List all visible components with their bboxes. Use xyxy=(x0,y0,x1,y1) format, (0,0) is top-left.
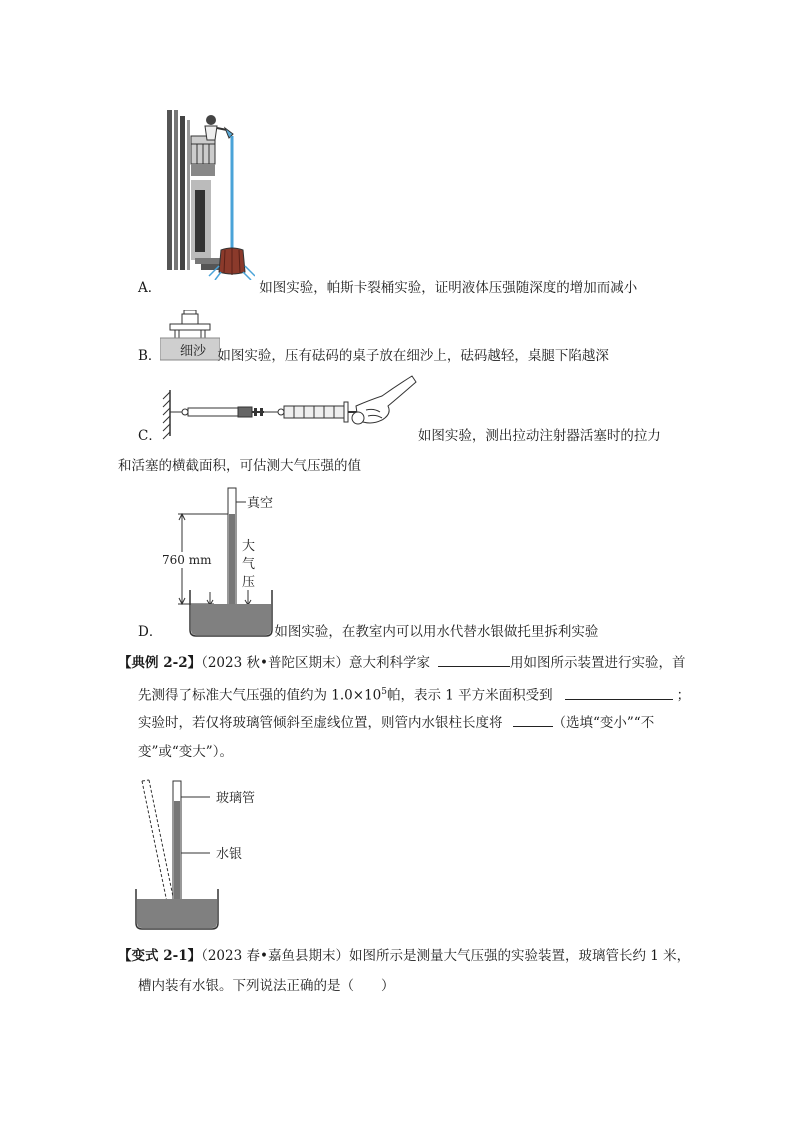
option-c-text: 如图实验，测出拉动注射器活塞时的拉力 xyxy=(417,428,661,444)
example-line2-c: ； xyxy=(676,687,691,704)
variant-source: （2023 春•嘉鱼县期末） xyxy=(201,948,349,964)
variant-tag: 【变式 2-1】 xyxy=(118,948,202,964)
example-line3-b: （选填“变小”“不 xyxy=(552,715,655,731)
example-line-3 xyxy=(138,712,654,733)
example-line-4: 变”或“变大”）。 xyxy=(138,744,233,760)
option-a-letter: A． xyxy=(138,280,162,296)
option-b-letter: B． xyxy=(138,348,162,364)
option-d xyxy=(138,622,598,642)
vacuum-label: 真空 xyxy=(247,496,274,511)
example-tag: 【典例 2-2】 xyxy=(118,655,202,671)
variant-line1: 如图所示是测量大气压强的实验装置，玻璃管长约 1 米， xyxy=(348,948,691,964)
example-line2-a: 先测得了标准大气压强的值约为 1.0×10 xyxy=(138,687,382,704)
option-c xyxy=(138,426,661,446)
option-c-continued: 和活塞的横截面积，可估测大气压强的值 xyxy=(118,458,361,474)
atm-label-2: 气 xyxy=(242,557,256,572)
answer-blank-1[interactable] xyxy=(438,652,510,667)
tilted-tube-figure xyxy=(130,775,280,935)
option-b xyxy=(138,346,609,366)
example-line2-b: 帕，表示 1 平方米面积受到 xyxy=(387,687,553,704)
example-line-2 xyxy=(138,682,690,706)
option-d-text: 如图实验，在教室内可以用水代替水银做托里拆利实验 xyxy=(274,624,599,640)
option-b-text: 如图实验，压有砝码的桌子放在细沙上，砝码越轻，桌腿下陷越深 xyxy=(217,348,609,364)
option-a-text: 如图实验，帕斯卡裂桶实验，证明液体压强随深度的增加而减小 xyxy=(259,280,638,296)
sand-label: 细沙 xyxy=(180,344,207,359)
answer-blank-3[interactable] xyxy=(513,712,553,727)
mercury-label: 水银 xyxy=(216,847,243,862)
answer-blank-2[interactable] xyxy=(565,685,673,700)
glass-tube-label: 玻璃管 xyxy=(216,791,256,806)
pascal-barrel-figure xyxy=(165,110,255,280)
torricelli-experiment-figure xyxy=(150,482,285,640)
option-a xyxy=(138,278,637,298)
example-line1-b: 用如图所示装置进行实验，首 xyxy=(509,655,686,671)
option-d-letter: D． xyxy=(138,624,163,640)
example-line3-a: 实验时，若仅将玻璃管倾斜至虚线位置，则管内水银柱长度将 xyxy=(138,715,503,731)
example-line2-exp: 5 xyxy=(381,687,387,697)
variant-line-2: 槽内装有水银。下列说法正确的是（ ） xyxy=(138,978,395,994)
atm-label-1: 大 xyxy=(242,539,256,554)
option-c-letter: C． xyxy=(138,428,162,444)
example-source: （2023 秋•普陀区期末） xyxy=(201,655,349,671)
variant-line-1 xyxy=(118,946,690,966)
height-label: 760 mm xyxy=(162,553,212,567)
example-line1-a: 意大利科学家 xyxy=(348,655,430,671)
atm-label-3: 压 xyxy=(242,575,256,590)
example-line-1 xyxy=(118,652,685,673)
